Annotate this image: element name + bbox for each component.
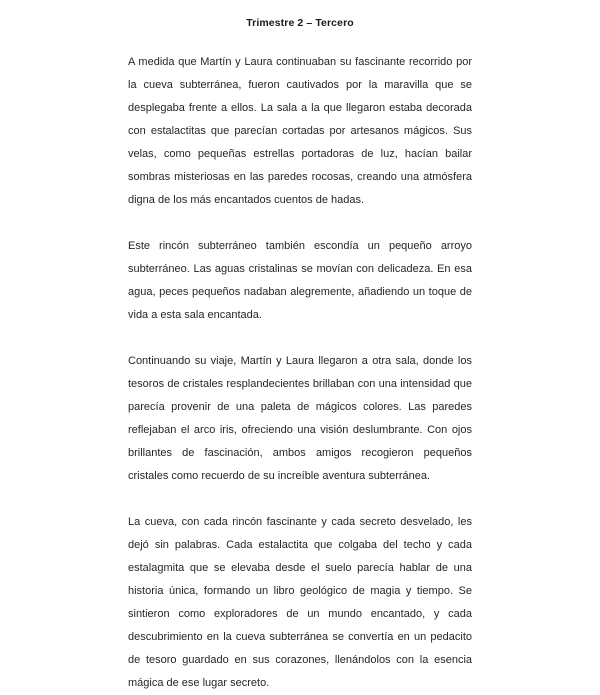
body-paragraph-4: La cueva, con cada rincón fascinante y cada secreto desvelado, les dejó sin palabras. Cada estalactita que colgaba del techo y cada estalagmita que se elevaba desde el suelo parecía hablar de una historia única, formando un libro geológico de magia y tiempo. Se sintieron como exploradores de un mundo encantado, y cada descubrimiento en la cueva subterránea se convertía en un pedacito de tesoro guardado en sus corazones, llenándolos con la esencia mágica de ese lugar secreto. (128, 516, 472, 689)
body-paragraph-1: A medida que Martín y Laura continuaban su fascinante recorrido por la cueva subterránea, fueron cautivados por la maravilla que se desplegaba frente a ellos. La sala a la que llegaron estaba decorada con estalactitas que parecían cortadas por artesanos mágicos. Sus velas, como pequeñas estrellas portadoras de luz, hacían bailar sombras misteriosas en las paredes rocosas, creando una atmósfera digna de los más encantados cuentos de hadas. (128, 56, 472, 206)
body-paragraph-2: Este rincón subterráneo también escondía un pequeño arroyo subterráneo. Las aguas cristalinas se movían con delicadeza. En esa agua, peces pequeños nadaban alegremente, añadiendo un toque de vida a esta sala encantada. (128, 240, 472, 321)
body-paragraph-3: Continuando su viaje, Martín y Laura llegaron a otra sala, donde los tesoros de cristales resplandecientes brillaban con una intensidad que parecía provenir de una paleta de mágicos colores. Las paredes reflejaban el arco iris, ofreciendo una visión deslumbrante. Con ojos brillantes de fascinación, ambos amigos recogieron pequeños cristales como recuerdo de su increíble aventura subterránea. (128, 355, 472, 482)
document-body (128, 12, 472, 695)
document-title: Trimestre 2 – Tercero (246, 17, 354, 29)
